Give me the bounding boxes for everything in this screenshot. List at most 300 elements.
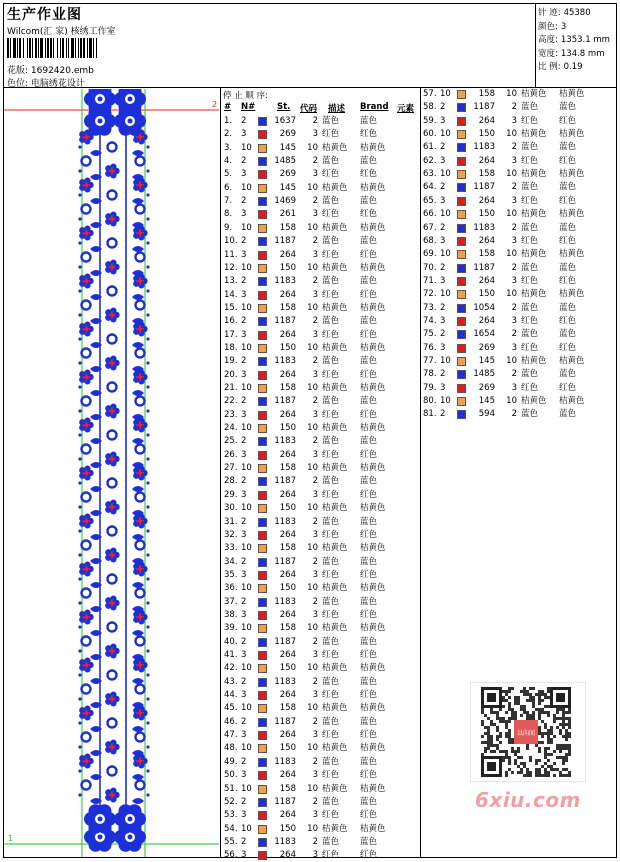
row-stitches: 2	[312, 516, 318, 527]
row-brand: 蓝色	[360, 596, 378, 607]
row-code: 1637	[274, 116, 296, 126]
row-index: 67.	[423, 222, 437, 233]
qr-module	[568, 747, 571, 750]
row-index: 64.	[423, 182, 437, 193]
qr-module	[493, 711, 496, 714]
row-stitches: 10	[307, 342, 318, 353]
qr-module	[565, 759, 568, 762]
row-description: 桔黄色	[322, 783, 348, 794]
row-index: 20.	[224, 369, 238, 380]
row-code: 1183	[274, 356, 296, 367]
color-swatch	[258, 224, 267, 233]
row-index: 68.	[423, 235, 437, 246]
row-stitches: 10	[307, 543, 318, 554]
table-row	[224, 128, 419, 141]
qr-module	[559, 774, 562, 777]
qr-module	[556, 756, 559, 759]
table-row	[224, 182, 419, 195]
row-code: 1187	[274, 556, 296, 567]
small-petal	[84, 130, 90, 136]
row-code: 264	[279, 329, 296, 340]
row-needle: 10	[241, 703, 252, 714]
row-brand: 红色	[559, 315, 577, 326]
color-swatch	[258, 758, 267, 767]
row-needle: 3	[241, 129, 247, 140]
qr-module	[562, 759, 565, 762]
row-code: 264	[279, 289, 296, 300]
dot-motif	[78, 601, 81, 604]
row-stitches: 2	[511, 222, 517, 233]
dot-motif	[78, 289, 81, 292]
row-index: 57.	[423, 89, 437, 99]
row-description: 桔黄色	[521, 356, 547, 366]
row-code: 1183	[473, 142, 495, 153]
row-description: 红色	[322, 409, 340, 420]
small-petal	[84, 322, 90, 328]
qr-module	[526, 744, 529, 747]
qr-module	[526, 768, 529, 771]
qr-module	[505, 726, 508, 729]
row-index: 50.	[224, 770, 238, 781]
row-index: 9.	[224, 222, 233, 233]
qr-module	[538, 768, 541, 771]
qr-module	[496, 729, 499, 732]
qr-module	[490, 720, 493, 723]
leaf-shape	[132, 342, 144, 348]
dot-motif	[78, 673, 81, 676]
row-needle: 3	[241, 169, 247, 180]
color-swatch	[457, 357, 466, 366]
qr-module	[547, 738, 550, 741]
color-swatch	[258, 838, 267, 847]
row-stitches: 3	[511, 275, 517, 286]
qr-module	[565, 717, 568, 720]
color-swatch	[258, 624, 267, 633]
flower-center-dot	[98, 817, 103, 822]
row-index: 48.	[224, 743, 238, 754]
table-row	[224, 449, 419, 462]
stat-row	[538, 47, 604, 59]
row-needle: 2	[241, 316, 247, 327]
table-row	[224, 409, 419, 422]
dot-motif	[146, 481, 149, 484]
qr-module	[544, 762, 547, 765]
qr-module	[523, 765, 526, 768]
qr-module	[547, 753, 550, 756]
row-stitches: 10	[307, 823, 318, 834]
row-code: 150	[279, 423, 296, 434]
dot-motif	[78, 457, 81, 460]
table-row	[224, 329, 419, 342]
small-petal	[84, 178, 90, 184]
dot-motif	[146, 697, 149, 700]
qr-module	[496, 714, 499, 717]
row-description: 蓝色	[322, 316, 340, 327]
color-swatch	[258, 424, 267, 433]
table-row	[224, 289, 419, 302]
ring-motif	[136, 781, 145, 790]
row-index: 41.	[224, 650, 238, 660]
row-description: 红色	[322, 609, 340, 620]
leaf-shape	[132, 774, 144, 780]
embroidery-design-preview	[4, 89, 219, 857]
color-swatch	[258, 304, 267, 313]
qr-module	[559, 732, 562, 735]
row-code: 264	[279, 690, 296, 701]
table-row	[423, 222, 618, 235]
qr-module	[529, 774, 532, 777]
row-index: 33.	[224, 543, 238, 554]
qr-module	[544, 753, 547, 756]
row-brand: 蓝色	[360, 836, 378, 847]
row-brand: 桔黄色	[559, 249, 585, 260]
table-row	[224, 249, 419, 262]
row-description: 红色	[322, 770, 340, 781]
ring-motif	[108, 479, 117, 488]
table-row	[423, 315, 618, 328]
table-row	[224, 382, 419, 395]
row-needle: 10	[440, 129, 451, 140]
qr-module	[496, 744, 499, 747]
qr-module	[544, 723, 547, 726]
row-index: 10.	[224, 236, 238, 247]
table-row	[224, 369, 419, 382]
qr-module	[514, 759, 517, 762]
row-description: 蓝色	[322, 236, 340, 247]
leaf-shape	[132, 150, 144, 156]
qr-module	[544, 771, 547, 774]
qr-module	[538, 726, 541, 729]
row-index: 70.	[423, 262, 437, 273]
row-needle: 10	[241, 543, 252, 554]
table-row	[224, 315, 419, 328]
small-petal	[84, 370, 90, 376]
qr-module	[490, 741, 493, 744]
qr-module	[541, 765, 544, 768]
row-code: 261	[279, 209, 296, 220]
qr-module	[562, 747, 565, 750]
row-index: 21.	[224, 383, 238, 393]
color-swatch	[258, 851, 267, 860]
qr-module	[505, 723, 508, 726]
qr-module	[547, 705, 550, 708]
row-code: 1654	[473, 329, 495, 340]
qr-module	[553, 717, 556, 720]
row-brand: 红色	[360, 529, 378, 540]
row-description: 红色	[322, 249, 340, 260]
table-row	[224, 676, 419, 689]
row-needle: 2	[241, 436, 247, 447]
row-description: 桔黄色	[322, 142, 348, 153]
row-description: 红色	[521, 275, 539, 286]
row-needle: 10	[241, 142, 252, 153]
qr-module	[490, 723, 493, 726]
qr-module	[508, 741, 511, 744]
row-description: 蓝色	[322, 276, 340, 287]
row-description: 桔黄色	[322, 463, 348, 474]
table-row	[423, 128, 618, 141]
qr-module	[565, 723, 568, 726]
row-brand: 蓝色	[559, 222, 577, 233]
table-row	[224, 636, 419, 649]
ring-motif	[136, 205, 145, 214]
table-row	[224, 142, 419, 155]
qr-module	[520, 690, 523, 693]
color-swatch	[258, 651, 267, 660]
qr-module	[565, 744, 568, 747]
color-swatch	[258, 397, 267, 406]
row-brand: 红色	[360, 329, 378, 340]
qr-module	[544, 693, 547, 696]
flower-center-dot	[98, 835, 103, 840]
row-index: 18.	[224, 342, 238, 353]
dot-motif	[146, 289, 149, 292]
qr-module	[547, 759, 550, 762]
row-needle: 3	[241, 529, 247, 540]
qr-module	[517, 702, 520, 705]
row-code: 1187	[274, 396, 296, 407]
row-brand: 桔黄色	[360, 142, 386, 153]
row-stitches: 2	[312, 156, 318, 167]
row-index: 56.	[224, 850, 238, 861]
color-swatch	[258, 544, 267, 553]
qr-module	[529, 771, 532, 774]
qr-module	[559, 750, 562, 753]
qr-module	[517, 750, 520, 753]
qr-module	[487, 738, 490, 741]
qr-module	[508, 717, 511, 720]
qr-module	[562, 756, 565, 759]
row-code: 264	[478, 115, 495, 126]
row-description: 红色	[322, 289, 340, 300]
row-code: 1054	[473, 302, 495, 313]
row-needle: 10	[241, 423, 252, 434]
row-brand: 桔黄色	[559, 209, 585, 220]
color-swatch	[258, 598, 267, 607]
row-index: 24.	[224, 423, 238, 434]
dot-motif	[146, 433, 149, 436]
row-needle: 10	[440, 289, 451, 300]
row-index: 81.	[423, 409, 437, 420]
qr-module	[538, 702, 541, 705]
small-petal	[110, 260, 116, 266]
row-description: 蓝色	[322, 596, 340, 607]
row-needle: 3	[241, 609, 247, 620]
row-index: 63.	[423, 169, 437, 180]
qr-module	[544, 774, 547, 777]
table-row	[423, 195, 618, 208]
row-stitches: 10	[307, 423, 318, 434]
ring-motif	[136, 493, 145, 502]
row-description: 红色	[322, 690, 340, 701]
qr-module	[499, 732, 502, 735]
table-row	[423, 155, 618, 168]
color-swatch	[457, 344, 466, 353]
qr-module	[505, 753, 508, 756]
row-index: 28.	[224, 476, 238, 487]
table-row	[224, 355, 419, 368]
table-row	[224, 622, 419, 635]
small-petal	[110, 404, 116, 410]
row-index: 34.	[224, 556, 238, 567]
qr-module	[511, 717, 514, 720]
qr-module	[538, 717, 541, 720]
row-index: 62.	[423, 155, 437, 166]
row-index: 46.	[224, 716, 238, 727]
color-swatch	[457, 304, 466, 313]
qr-module	[550, 726, 553, 729]
ring-motif	[108, 431, 117, 440]
color-swatch	[457, 224, 466, 233]
row-stitches: 2	[511, 302, 517, 313]
row-code: 264	[279, 810, 296, 821]
table-row	[224, 729, 419, 742]
row-index: 25.	[224, 436, 238, 447]
ring-motif	[82, 733, 91, 742]
row-code: 269	[279, 129, 296, 140]
qr-module	[523, 705, 526, 708]
dot-motif	[78, 769, 81, 772]
table-row	[224, 302, 419, 315]
row-brand: 桔黄色	[559, 169, 585, 180]
row-index: 59.	[423, 115, 437, 126]
header-col-index: #	[224, 102, 232, 112]
table-row	[423, 328, 618, 341]
row-index: 4.	[224, 156, 233, 167]
qr-module	[529, 759, 532, 762]
table-row	[423, 181, 618, 194]
row-needle: 3	[241, 409, 247, 420]
table-row	[423, 262, 618, 275]
qr-module	[505, 690, 508, 693]
dot-motif	[146, 193, 149, 196]
row-needle: 3	[241, 650, 247, 660]
qr-module	[481, 735, 484, 738]
qr-module	[517, 771, 520, 774]
row-index: 29.	[224, 489, 238, 500]
row-stitches: 10	[307, 302, 318, 313]
row-index: 78.	[423, 369, 437, 380]
row-needle: 2	[241, 476, 247, 487]
row-brand: 蓝色	[559, 409, 577, 420]
leaf-shape	[132, 198, 144, 204]
row-stitches: 10	[307, 783, 318, 794]
row-stitches: 10	[506, 249, 517, 260]
qr-module	[505, 699, 508, 702]
row-stitches: 3	[511, 315, 517, 326]
qr-module	[562, 714, 565, 717]
row-index: 37.	[224, 596, 238, 607]
dot-motif	[146, 313, 149, 316]
small-petal	[138, 370, 144, 376]
row-code: 264	[279, 650, 296, 660]
row-description: 红色	[322, 650, 340, 660]
row-brand: 蓝色	[360, 556, 378, 567]
color-swatch	[258, 317, 267, 326]
row-stitches: 2	[511, 142, 517, 153]
qr-module	[547, 735, 550, 738]
dot-motif	[146, 769, 149, 772]
small-petal	[84, 706, 90, 712]
qr-module	[547, 714, 550, 717]
row-code: 264	[279, 449, 296, 460]
qr-module	[508, 708, 511, 711]
row-code: 150	[279, 663, 296, 674]
qr-module	[565, 747, 568, 750]
qr-module	[514, 711, 517, 714]
qr-module	[541, 699, 544, 702]
barcode	[7, 38, 137, 58]
row-brand: 桔黄色	[360, 503, 386, 514]
row-code: 264	[279, 489, 296, 500]
color-swatch	[258, 771, 267, 780]
row-brand: 桔黄色	[360, 423, 386, 434]
qr-module	[535, 693, 538, 696]
row-description: 蓝色	[521, 329, 539, 340]
row-brand: 红色	[360, 129, 378, 140]
row-needle: 10	[241, 503, 252, 514]
qr-module	[538, 729, 541, 732]
ring-motif	[108, 767, 117, 776]
qr-module	[502, 696, 505, 699]
qr-module	[553, 750, 556, 753]
small-petal	[84, 226, 90, 232]
table-row	[224, 556, 419, 569]
row-index: 1.	[224, 116, 233, 126]
row-brand: 蓝色	[360, 356, 378, 367]
color-swatch	[457, 317, 466, 326]
color-swatch	[457, 170, 466, 179]
color-swatch	[258, 197, 267, 206]
start-marker: 1	[8, 834, 14, 843]
row-description: 桔黄色	[322, 302, 348, 313]
flower-center-dot	[128, 119, 133, 124]
small-petal	[110, 452, 116, 458]
row-brand: 蓝色	[360, 396, 378, 407]
row-needle: 2	[440, 329, 446, 340]
qr-module	[499, 741, 502, 744]
table-row	[224, 702, 419, 715]
color-swatch	[457, 397, 466, 406]
qr-module	[562, 774, 565, 777]
qr-module	[526, 711, 529, 714]
small-petal	[110, 644, 116, 650]
qr-module	[562, 723, 565, 726]
ring-motif	[82, 253, 91, 262]
qr-module	[484, 714, 487, 717]
color-swatch	[258, 277, 267, 286]
color-swatch	[258, 144, 267, 153]
qr-module	[565, 711, 568, 714]
row-stitches: 10	[307, 703, 318, 714]
qr-module	[508, 690, 511, 693]
row-stitches: 2	[312, 236, 318, 247]
row-index: 58.	[423, 102, 437, 113]
color-position: 色位: 电脑绣花设计	[7, 79, 85, 89]
row-brand: 红色	[360, 289, 378, 300]
row-needle: 3	[241, 209, 247, 220]
qr-module	[568, 708, 571, 711]
row-index: 77.	[423, 356, 437, 366]
table-row	[224, 462, 419, 475]
color-swatch	[258, 170, 267, 179]
row-stitches: 3	[312, 129, 318, 140]
small-petal	[138, 322, 144, 328]
row-code: 264	[279, 730, 296, 741]
ring-motif	[136, 157, 145, 166]
qr-module	[547, 771, 550, 774]
table-row	[224, 649, 419, 662]
